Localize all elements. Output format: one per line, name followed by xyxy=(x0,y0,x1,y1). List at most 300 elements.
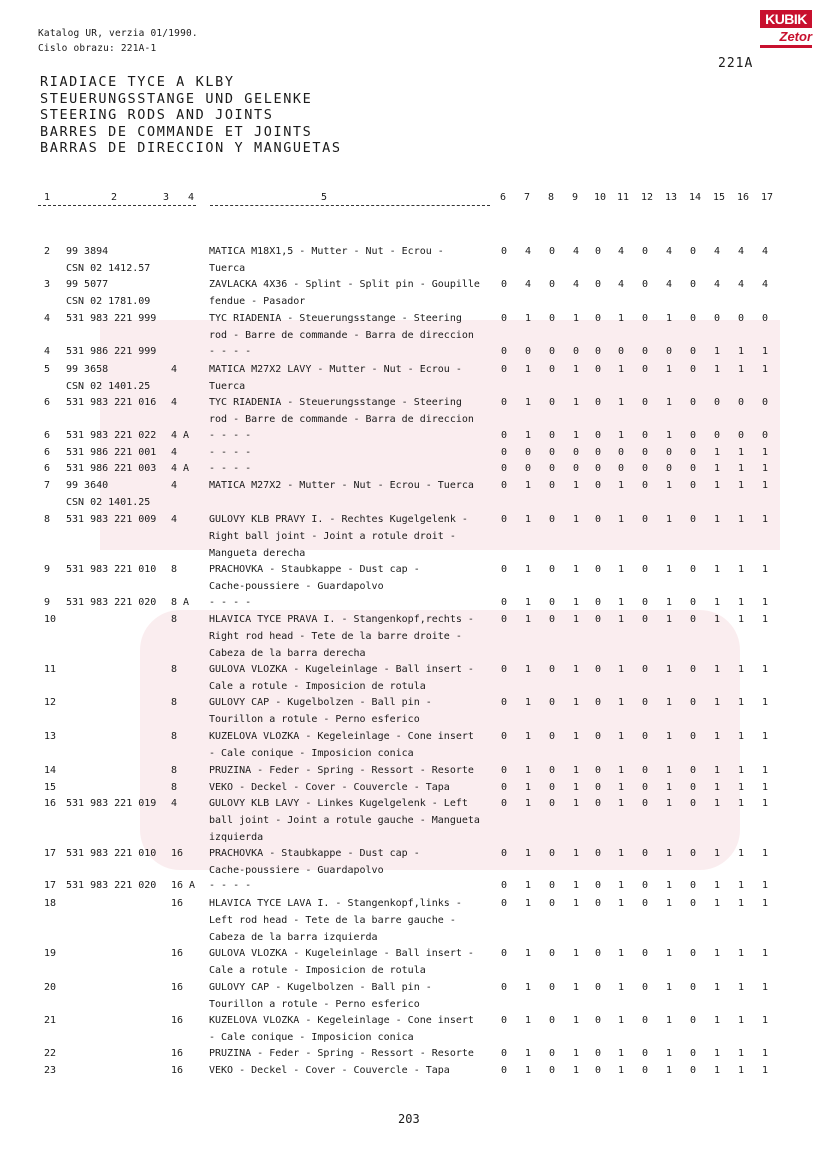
quantity-cell: 1 xyxy=(761,364,769,375)
quantity-cell: 1 xyxy=(761,898,769,909)
quantity-cell: 0 xyxy=(594,782,602,793)
quantity-cell: 1 xyxy=(524,1065,532,1076)
quantity-cell: 0 xyxy=(641,765,649,776)
quantity-cell: 0 xyxy=(665,346,673,357)
quantity-cell: 1 xyxy=(572,731,580,742)
column-header-14: 14 xyxy=(689,192,702,203)
quantity-cells xyxy=(498,695,788,712)
quantity-cell: 1 xyxy=(524,880,532,891)
part-number-main: 531 986 221 999 xyxy=(66,346,157,357)
quantity-cell: 0 xyxy=(500,731,508,742)
description-line: fendue - Pasador xyxy=(209,295,306,307)
quantity-cell: 0 xyxy=(500,1015,508,1026)
quantity-cell: 1 xyxy=(524,614,532,625)
part-description xyxy=(209,395,491,429)
quantity-cell: 0 xyxy=(594,597,602,608)
description-line: GULOVA VLOZKA - Kugeleinlage - Ball insert - xyxy=(209,664,474,675)
quantity-cells xyxy=(498,878,788,895)
quantity-cell: 1 xyxy=(524,798,532,809)
quantity-cell: 1 xyxy=(713,480,721,491)
quantity-cell: 0 xyxy=(641,1015,649,1026)
position-number: 15 xyxy=(44,782,57,793)
quantity-cells xyxy=(498,662,788,679)
position-number: 14 xyxy=(44,765,57,776)
quantity-cell: 1 xyxy=(737,982,745,993)
quantity-cell: 0 xyxy=(641,731,649,742)
quantity-cell: 0 xyxy=(548,848,556,859)
quantity-cell: 1 xyxy=(665,898,673,909)
description-line: Mangueta derecha xyxy=(209,547,306,559)
part-number xyxy=(66,562,186,579)
part-number xyxy=(66,512,186,529)
quantity-cell: 0 xyxy=(548,798,556,809)
quantity-cell: 0 xyxy=(500,982,508,993)
quantity-cell: 1 xyxy=(617,880,625,891)
quantity-cell: 1 xyxy=(572,782,580,793)
quantity-cell: 1 xyxy=(617,514,625,525)
quantity-cell: 1 xyxy=(713,364,721,375)
part-number xyxy=(66,846,186,863)
quantity-cell: 1 xyxy=(572,480,580,491)
parent-reference: 8 xyxy=(171,564,178,575)
quantity-cell: 0 xyxy=(689,430,697,441)
quantity-cell: 0 xyxy=(737,430,745,441)
quantity-cell: 0 xyxy=(761,313,769,324)
quantity-cell: 4 xyxy=(761,246,769,257)
position-number: 2 xyxy=(44,246,51,257)
quantity-cell: 1 xyxy=(761,346,769,357)
quantity-cell: 0 xyxy=(548,982,556,993)
quantity-cells xyxy=(498,362,788,379)
quantity-cells xyxy=(498,896,788,913)
description-line: Tuerca xyxy=(209,380,246,392)
quantity-cell: 1 xyxy=(572,1065,580,1076)
quantity-cell: 1 xyxy=(524,313,532,324)
quantity-cell: 4 xyxy=(524,246,532,257)
part-description xyxy=(209,796,491,846)
quantity-cell: 0 xyxy=(641,447,649,458)
part-number-main: 531 983 221 010 xyxy=(66,564,157,575)
quantity-cell: 0 xyxy=(594,731,602,742)
quantity-cell: 1 xyxy=(737,514,745,525)
description-line: Cale a rotule - Imposicion de rotula xyxy=(209,680,426,692)
part-description xyxy=(209,946,491,980)
column-header-5: 5 xyxy=(321,192,328,203)
quantity-cell: 0 xyxy=(572,346,580,357)
quantity-cell: 1 xyxy=(617,982,625,993)
parent-reference: 8 xyxy=(171,697,178,708)
quantity-cell: 0 xyxy=(594,765,602,776)
parent-reference: 8 xyxy=(171,765,178,776)
description-line: Cabeza de la barra izquierda xyxy=(209,931,378,943)
part-number xyxy=(66,277,186,311)
description-line: - - - - xyxy=(209,463,252,474)
parent-reference: 4 xyxy=(171,447,178,458)
quantity-cell: 0 xyxy=(641,364,649,375)
quantity-cell: 1 xyxy=(761,447,769,458)
part-number xyxy=(66,395,186,412)
part-description xyxy=(209,362,491,396)
quantity-cell: 0 xyxy=(524,463,532,474)
description-line: Cale a rotule - Imposicion de rotula xyxy=(209,964,426,976)
quantity-cell: 0 xyxy=(594,346,602,357)
quantity-cell: 1 xyxy=(617,848,625,859)
quantity-cell: 0 xyxy=(500,246,508,257)
quantity-cell: 1 xyxy=(572,614,580,625)
part-number xyxy=(66,244,186,278)
description-line: GULOVA VLOZKA - Kugeleinlage - Ball insert - xyxy=(209,948,474,959)
quantity-cell: 1 xyxy=(761,597,769,608)
quantity-cell: 0 xyxy=(761,397,769,408)
quantity-cell: 1 xyxy=(617,948,625,959)
quantity-cell: 0 xyxy=(500,664,508,675)
part-description xyxy=(209,846,491,880)
part-description xyxy=(209,595,491,612)
quantity-cell: 0 xyxy=(689,1065,697,1076)
description-line: - Cale conique - Imposicion conica xyxy=(209,1031,414,1043)
quantity-cell: 1 xyxy=(737,765,745,776)
quantity-cell: 4 xyxy=(524,279,532,290)
quantity-cell: 1 xyxy=(665,430,673,441)
quantity-cell: 0 xyxy=(594,480,602,491)
description-line: MATICA M27X2 LAVY - Mutter - Nut - Ecrou - xyxy=(209,364,462,375)
description-line: VEKO - Deckel - Cover - Couvercle - Tapa xyxy=(209,782,450,793)
quantity-cell: 0 xyxy=(641,948,649,959)
part-description xyxy=(209,780,491,797)
part-number xyxy=(66,344,186,361)
quantity-cell: 0 xyxy=(641,346,649,357)
part-number-main: 531 983 221 020 xyxy=(66,880,157,891)
quantity-cell: 0 xyxy=(689,880,697,891)
description-line: GULOVY KLB PRAVY I. - Rechtes Kugelgelenk - xyxy=(209,514,468,525)
quantity-cell: 1 xyxy=(737,614,745,625)
quantity-cell: 0 xyxy=(548,279,556,290)
position-number: 4 xyxy=(44,346,51,357)
part-number-main: 531 986 221 001 xyxy=(66,447,157,458)
quantity-cell: 1 xyxy=(617,782,625,793)
quantity-cell: 0 xyxy=(500,514,508,525)
quantity-cells xyxy=(498,395,788,412)
quantity-cells xyxy=(498,846,788,863)
quantity-cells xyxy=(498,1063,788,1080)
parent-reference: 4 xyxy=(171,480,178,491)
quantity-cell: 0 xyxy=(500,463,508,474)
quantity-cell: 0 xyxy=(689,397,697,408)
quantity-cell: 1 xyxy=(572,664,580,675)
quantity-cell: 1 xyxy=(617,765,625,776)
quantity-cell: 1 xyxy=(761,1048,769,1059)
part-description xyxy=(209,311,491,345)
quantity-cell: 1 xyxy=(761,480,769,491)
part-number xyxy=(66,362,186,396)
quantity-cell: 0 xyxy=(689,480,697,491)
quantity-cell: 4 xyxy=(572,246,580,257)
quantity-cell: 1 xyxy=(572,430,580,441)
position-number: 23 xyxy=(44,1065,57,1076)
quantity-cell: 1 xyxy=(524,1015,532,1026)
quantity-cell: 1 xyxy=(572,948,580,959)
logo-stripe xyxy=(760,45,812,48)
quantity-cell: 0 xyxy=(641,982,649,993)
quantity-cell: 0 xyxy=(689,664,697,675)
description-line: ball joint - Joint a rotule gauche - Mangueta xyxy=(209,814,480,826)
quantity-cell: 1 xyxy=(665,765,673,776)
quantity-cell: 0 xyxy=(689,447,697,458)
part-number xyxy=(66,311,186,328)
quantity-cell: 0 xyxy=(548,614,556,625)
quantity-cell: 1 xyxy=(524,948,532,959)
quantity-cell: 1 xyxy=(737,697,745,708)
quantity-cells xyxy=(498,729,788,746)
standard-number: CSN 02 1401.25 xyxy=(66,496,151,508)
quantity-cell: 4 xyxy=(617,279,625,290)
quantity-cell: 0 xyxy=(548,364,556,375)
description-line: Tourillon a rotule - Perno esferico xyxy=(209,713,420,725)
quantity-cell: 4 xyxy=(665,279,673,290)
part-description xyxy=(209,1013,491,1047)
quantity-cell: 0 xyxy=(761,430,769,441)
position-number: 19 xyxy=(44,948,57,959)
parent-reference: 16 xyxy=(171,898,184,909)
quantity-cell: 1 xyxy=(665,664,673,675)
quantity-cell: 0 xyxy=(641,614,649,625)
standard-number: CSN 02 1781.09 xyxy=(66,295,151,307)
quantity-cell: 0 xyxy=(548,1048,556,1059)
quantity-cell: 1 xyxy=(524,848,532,859)
quantity-cell: 0 xyxy=(594,948,602,959)
position-number: 9 xyxy=(44,564,51,575)
position-number: 6 xyxy=(44,397,51,408)
part-description xyxy=(209,695,491,729)
quantity-cell: 0 xyxy=(500,364,508,375)
quantity-cell: 1 xyxy=(665,948,673,959)
quantity-cell: 1 xyxy=(713,880,721,891)
quantity-cell: 1 xyxy=(665,564,673,575)
quantity-cell: 0 xyxy=(689,898,697,909)
picture-number: Cislo obrazu: 221A-1 xyxy=(38,43,157,54)
quantity-cell: 1 xyxy=(524,697,532,708)
quantity-cell: 4 xyxy=(572,279,580,290)
part-description xyxy=(209,980,491,1014)
quantity-cell: 0 xyxy=(500,798,508,809)
quantity-cell: 1 xyxy=(761,463,769,474)
description-line: rod - Barre de commande - Barra de direccion xyxy=(209,413,474,425)
part-number-main: 531 983 221 020 xyxy=(66,597,157,608)
parent-reference: 8 xyxy=(171,664,178,675)
quantity-cell: 1 xyxy=(713,597,721,608)
quantity-cell: 1 xyxy=(737,664,745,675)
position-number: 3 xyxy=(44,279,51,290)
quantity-cell: 1 xyxy=(737,346,745,357)
quantity-cell: 0 xyxy=(548,597,556,608)
column-header-7: 7 xyxy=(524,192,531,203)
quantity-cells xyxy=(498,980,788,997)
quantity-cell: 1 xyxy=(572,848,580,859)
part-description xyxy=(209,478,491,495)
position-number: 12 xyxy=(44,697,57,708)
part-number xyxy=(66,878,186,895)
description-line: KUZELOVA VLOZKA - Kegeleinlage - Cone insert xyxy=(209,731,474,742)
quantity-cell: 1 xyxy=(617,313,625,324)
quantity-cell: 0 xyxy=(548,463,556,474)
description-line: izquierda xyxy=(209,831,264,843)
quantity-cells xyxy=(498,763,788,780)
quantity-cell: 1 xyxy=(713,447,721,458)
quantity-cell: 1 xyxy=(713,463,721,474)
quantity-cell: 4 xyxy=(713,279,721,290)
quantity-cell: 1 xyxy=(665,880,673,891)
quantity-cell: 0 xyxy=(689,364,697,375)
description-line: GULOVY CAP - Kugelbolzen - Ball pin - xyxy=(209,982,432,993)
quantity-cell: 1 xyxy=(665,480,673,491)
part-description xyxy=(209,445,491,462)
quantity-cell: 1 xyxy=(737,1015,745,1026)
quantity-cell: 0 xyxy=(594,1015,602,1026)
description-line: GULOVY CAP - Kugelbolzen - Ball pin - xyxy=(209,697,432,708)
description-line: TYC RIADENIA - Steuerungsstange - Steering xyxy=(209,313,462,324)
column-header-1: 1 xyxy=(44,192,51,203)
description-line: MATICA M18X1,5 - Mutter - Nut - Ecrou - xyxy=(209,246,444,257)
part-description xyxy=(209,461,491,478)
quantity-cell: 0 xyxy=(500,597,508,608)
quantity-cell: 1 xyxy=(713,782,721,793)
quantity-cell: 1 xyxy=(761,514,769,525)
header-rule-left xyxy=(38,205,196,206)
standard-number: CSN 02 1412.57 xyxy=(66,262,151,274)
quantity-cell: 0 xyxy=(641,782,649,793)
quantity-cell: 0 xyxy=(548,948,556,959)
quantity-cell: 0 xyxy=(572,463,580,474)
description-line: Cabeza de la barra derecha xyxy=(209,647,366,659)
description-line: VEKO - Deckel - Cover - Couvercle - Tapa xyxy=(209,1065,450,1076)
quantity-cell: 1 xyxy=(617,430,625,441)
position-number: 11 xyxy=(44,664,57,675)
quantity-cell: 1 xyxy=(737,463,745,474)
part-description xyxy=(209,763,491,780)
quantity-cell: 0 xyxy=(689,346,697,357)
quantity-cell: 1 xyxy=(617,397,625,408)
quantity-cell: 0 xyxy=(689,697,697,708)
part-description xyxy=(209,1063,491,1080)
quantity-cell: 1 xyxy=(617,798,625,809)
parent-reference: 8 xyxy=(171,614,178,625)
quantity-cell: 0 xyxy=(594,313,602,324)
position-number: 20 xyxy=(44,982,57,993)
parent-reference: 16 xyxy=(171,1065,184,1076)
quantity-cell: 0 xyxy=(594,898,602,909)
column-header-16: 16 xyxy=(737,192,750,203)
quantity-cells xyxy=(498,311,788,328)
part-description xyxy=(209,896,491,946)
quantity-cell: 1 xyxy=(761,798,769,809)
quantity-cell: 0 xyxy=(641,880,649,891)
parent-reference: 16 xyxy=(171,848,184,859)
part-number xyxy=(66,478,186,512)
quantity-cell: 0 xyxy=(500,1065,508,1076)
quantity-cell: 0 xyxy=(737,397,745,408)
quantity-cells xyxy=(498,562,788,579)
quantity-cell: 1 xyxy=(737,948,745,959)
column-header-4: 4 xyxy=(188,192,195,203)
quantity-cell: 1 xyxy=(737,597,745,608)
quantity-cell: 1 xyxy=(665,982,673,993)
quantity-cell: 1 xyxy=(572,765,580,776)
quantity-cell: 0 xyxy=(548,430,556,441)
column-header-2: 2 xyxy=(111,192,118,203)
part-description xyxy=(209,612,491,662)
quantity-cell: 0 xyxy=(689,313,697,324)
part-description xyxy=(209,512,491,562)
quantity-cell: 1 xyxy=(524,364,532,375)
position-number: 6 xyxy=(44,463,51,474)
quantity-cell: 1 xyxy=(761,765,769,776)
parent-reference: 16 xyxy=(171,948,184,959)
title-fr: BARRES DE COMMANDE ET JOINTS xyxy=(40,123,313,140)
quantity-cell: 1 xyxy=(737,731,745,742)
quantity-cell: 1 xyxy=(665,1065,673,1076)
position-number: 10 xyxy=(44,614,57,625)
position-number: 17 xyxy=(44,880,57,891)
quantity-cell: 0 xyxy=(641,697,649,708)
description-line: Right ball joint - Joint a rotule droit - xyxy=(209,530,456,542)
quantity-cell: 0 xyxy=(594,880,602,891)
quantity-cell: 0 xyxy=(689,279,697,290)
quantity-cell: 0 xyxy=(594,614,602,625)
quantity-cell: 4 xyxy=(665,246,673,257)
quantity-cell: 1 xyxy=(737,782,745,793)
quantity-cell: 1 xyxy=(665,798,673,809)
description-line: HLAVICA TYCE PRAVA I. - Stangenkopf,rechts - xyxy=(209,614,474,625)
part-number xyxy=(66,461,186,478)
description-line: PRACHOVKA - Staubkappe - Dust cap - xyxy=(209,564,420,575)
quantity-cell: 0 xyxy=(500,948,508,959)
part-description xyxy=(209,562,491,596)
quantity-cell: 0 xyxy=(500,848,508,859)
part-description xyxy=(209,277,491,311)
quantity-cell: 0 xyxy=(641,480,649,491)
part-number-main: 531 983 221 022 xyxy=(66,430,157,441)
quantity-cell: 1 xyxy=(713,898,721,909)
quantity-cell: 1 xyxy=(713,1065,721,1076)
column-header-12: 12 xyxy=(641,192,654,203)
parent-reference: 16 xyxy=(171,1048,184,1059)
quantity-cell: 1 xyxy=(761,982,769,993)
title-sk: RIADIACE TYCE A KLBY xyxy=(40,74,235,90)
quantity-cell: 0 xyxy=(641,463,649,474)
quantity-cell: 0 xyxy=(594,364,602,375)
quantity-cells xyxy=(498,461,788,478)
description-line: - Cale conique - Imposicion conica xyxy=(209,747,414,759)
quantity-cell: 1 xyxy=(617,480,625,491)
quantity-cells xyxy=(498,277,788,294)
quantity-cell: 1 xyxy=(737,898,745,909)
quantity-cell: 0 xyxy=(641,898,649,909)
position-number: 6 xyxy=(44,447,51,458)
description-line: Cache-poussiere - Guardapolvo xyxy=(209,864,384,876)
part-number-main: 531 986 221 003 xyxy=(66,463,157,474)
description-line: Right rod head - Tete de la barre droite - xyxy=(209,630,462,642)
quantity-cell: 1 xyxy=(665,1015,673,1026)
position-number: 4 xyxy=(44,313,51,324)
description-line: - - - - xyxy=(209,597,252,608)
quantity-cell: 1 xyxy=(713,948,721,959)
description-line: Tuerca xyxy=(209,262,246,274)
quantity-cell: 1 xyxy=(524,765,532,776)
description-line: PRUZINA - Feder - Spring - Ressort - Resorte xyxy=(209,1048,474,1059)
part-description xyxy=(209,244,491,278)
position-number: 6 xyxy=(44,430,51,441)
quantity-cell: 1 xyxy=(617,597,625,608)
